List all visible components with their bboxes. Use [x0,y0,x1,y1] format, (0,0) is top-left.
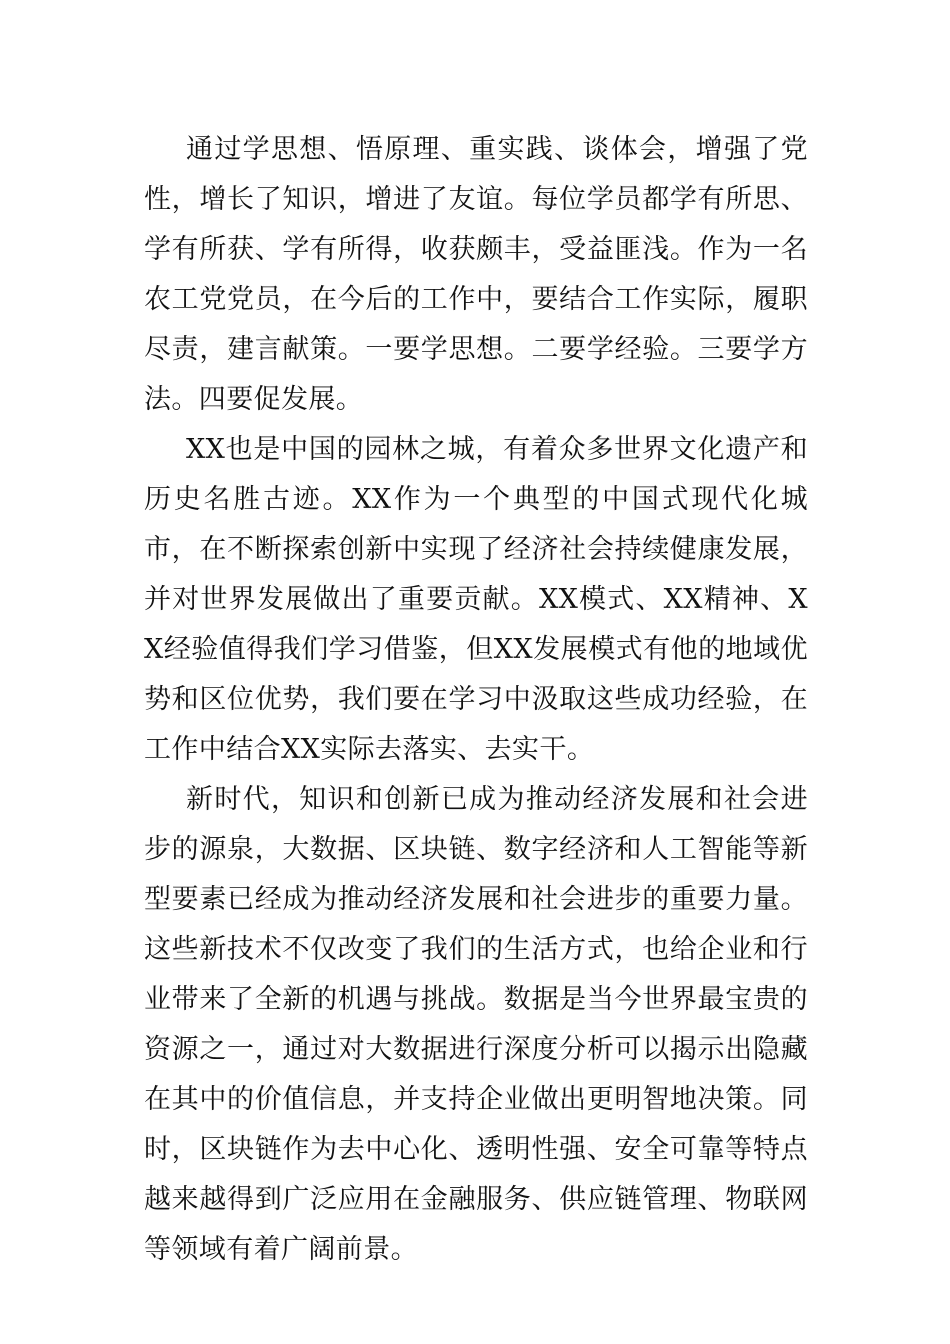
paragraph-xx-city: XX也是中国的园林之城，有着众多世界文化遗产和历史名胜古迹。XX作为一个典型的中国式现代化城市，在不断探索创新中实现了经济社会持续健康发展，并对世界发展做出了重要贡献。XX模式、XX精神、XX经验值得我们学习借鉴，但XX发展模式有他的地域优势和区位优势，我们要在学习中汲取这些成功经验，在工作中结合XX实际去落实、去实干。 [144,434,808,765]
document-body [144,125,808,1275]
paragraph-new-era: 新时代，知识和创新已成为推动经济发展和社会进步的源泉，大数据、区块链、数字经济和人工智能等新型要素已经成为推动经济发展和社会进步的重要力量。这些新技术不仅改变了我们的生活方式，也给企业和行业带来了全新的机遇与挑战。数据是当今世界最宝贵的资源之一，通过对大数据进行深度分析可以揭示出隐藏在其中的价值信息，并支持企业做出更明智地决策。同时，区块链作为去中心化、透明性强、安全可靠等特点越来越得到广泛应用在金融服务、供应链管理、物联网等领域有着广阔前景。 [144,784,808,1265]
paragraph-study-summary: 通过学思想、悟原理、重实践、谈体会，增强了党性，增长了知识，增进了友谊。每位学员都学有所思、学有所获、学有所得，收获颇丰，受益匪浅。作为一名农工党党员，在今后的工作中，要结合工作实际，履职尽责，建言献策。一要学思想。二要学经验。三要学方法。四要促发展。 [144,134,808,415]
